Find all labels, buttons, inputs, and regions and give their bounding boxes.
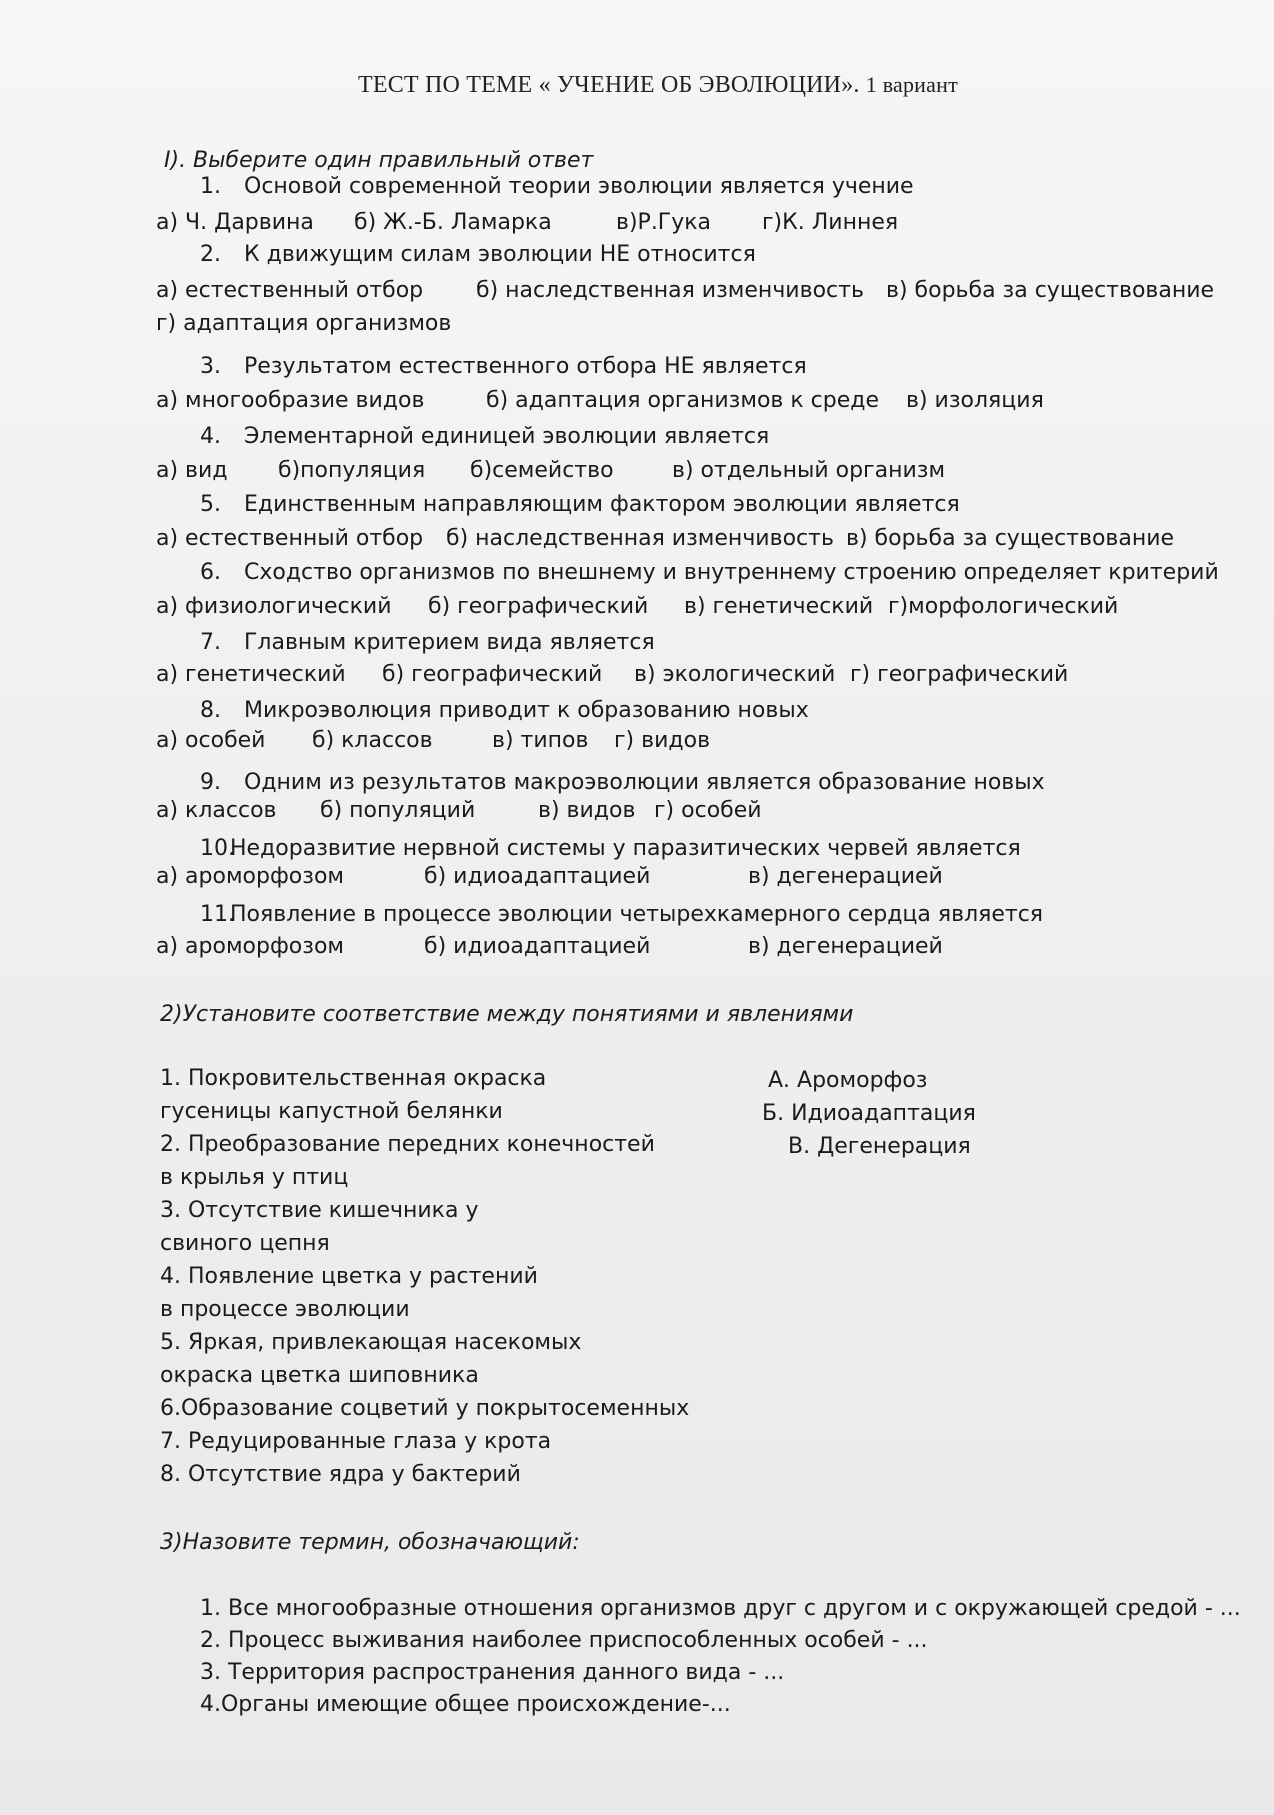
answers-8: а) особей б) классов в) типов г) видов bbox=[156, 728, 711, 753]
answers-1: а) Ч. Дарвина б) Ж.-Б. Ламарка в)Р.Гука г)К. Линнея bbox=[156, 210, 899, 235]
match-left-6: свиного цепня bbox=[160, 1231, 330, 1256]
test-title bbox=[358, 72, 958, 99]
match-left-5: 3. Отсутствие кишечника у bbox=[160, 1198, 479, 1223]
answers-3: а) многообразие видов б) адаптация организмов к среде в) изоляция bbox=[156, 388, 1044, 413]
answers-2: а) естественный отбор б) наследственная изменчивость в) борьба за существование bbox=[156, 278, 1215, 303]
term-item-1: 1. Все многообразные отношения организмов друг с другом и с окружающей средой - ... bbox=[200, 1596, 1241, 1621]
match-right-b: Б. Идиоадаптация bbox=[762, 1101, 976, 1126]
match-left-10: окраска цветка шиповника bbox=[160, 1363, 479, 1388]
answers-5: а) естественный отбор б) наследственная изменчивость в) борьба за существование bbox=[156, 526, 1175, 551]
question-1: 1. Основой современной теории эволюции является учение bbox=[200, 174, 914, 199]
match-left-12: 7. Редуцированные глаза у крота bbox=[160, 1429, 552, 1454]
term-item-2: 2. Процесс выживания наиболее приспособленных особей - ... bbox=[200, 1628, 928, 1653]
question-8: 8. Микроэволюция приводит к образованию новых bbox=[200, 698, 809, 723]
match-left-9: 5. Яркая, привлекающая насекомых bbox=[160, 1330, 582, 1355]
question-10: 10.Недоразвитие нервной системы у паразитических червей является bbox=[200, 836, 1021, 861]
question-7: 7. Главным критерием вида является bbox=[200, 630, 655, 655]
question-4: 4. Элементарной единицей эволюции является bbox=[200, 424, 770, 449]
match-left-8: в процессе эволюции bbox=[160, 1297, 410, 1322]
question-11: 11.Появление в процессе эволюции четырехкамерного сердца является bbox=[200, 902, 1044, 927]
section2-heading: 2)Установите соответствие между понятиями и явлениями bbox=[160, 1002, 854, 1027]
section1-heading: I). Выберите один правильный ответ bbox=[164, 148, 594, 173]
question-5: 5. Единственным направляющим фактором эволюции является bbox=[200, 492, 960, 517]
test-variant: 1 вариант bbox=[865, 72, 958, 97]
question-9: 9. Одним из результатов макроэволюции является образование новых bbox=[200, 770, 1045, 795]
test-title-main: ТЕСТ ПО ТЕМЕ « УЧЕНИЕ ОБ ЭВОЛЮЦИИ». bbox=[358, 72, 860, 98]
match-left-1: 1. Покровительственная окраска bbox=[160, 1066, 547, 1091]
match-left-13: 8. Отсутствие ядра у бактерий bbox=[160, 1462, 521, 1487]
match-left-3: 2. Преобразование передних конечностей bbox=[160, 1132, 655, 1157]
question-2: 2. К движущим силам эволюции НЕ относится bbox=[200, 242, 756, 267]
match-right-c: В. Дегенерация bbox=[788, 1134, 971, 1159]
answers-10: а) ароморфозом б) идиоадаптацией в) дегенерацией bbox=[156, 864, 943, 889]
term-item-3: 3. Территория распространения данного вида - ... bbox=[200, 1660, 785, 1685]
answers-9: а) классов б) популяций в) видов г) особей bbox=[156, 798, 762, 823]
answers-7: а) генетический б) географический в) экологический г) географический bbox=[156, 662, 1069, 687]
match-right-a: А. Ароморфоз bbox=[768, 1068, 928, 1093]
question-6: 6. Сходство организмов по внешнему и внутреннему строению определяет критерий bbox=[200, 560, 1219, 585]
match-left-2: гусеницы капустной белянки bbox=[160, 1099, 503, 1124]
answers-2-line2: г) адаптация организмов bbox=[156, 311, 452, 336]
answers-11: а) ароморфозом б) идиоадаптацией в) дегенерацией bbox=[156, 934, 943, 959]
question-3: 3. Результатом естественного отбора НЕ является bbox=[200, 354, 807, 379]
term-item-4: 4.Органы имеющие общее происхождение-... bbox=[200, 1692, 731, 1717]
section3-heading: 3)Назовите термин, обозначающий: bbox=[160, 1530, 580, 1555]
answers-6: а) физиологический б) географический в) генетический г)морфологический bbox=[156, 594, 1119, 619]
match-left-4: в крылья у птиц bbox=[160, 1165, 349, 1190]
match-left-11: 6.Образование соцветий у покрытосеменных bbox=[160, 1396, 690, 1421]
match-left-7: 4. Появление цветка у растений bbox=[160, 1264, 538, 1289]
answers-4: а) вид б)популяция б)семейство в) отдельный организм bbox=[156, 458, 946, 483]
